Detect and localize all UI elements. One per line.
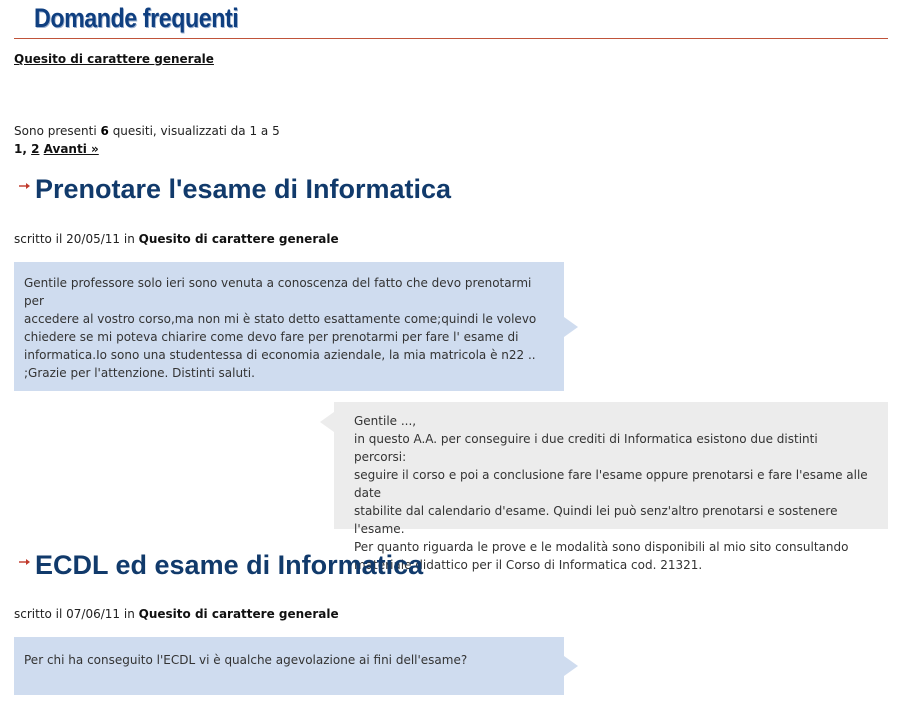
answer-line: in questo A.A. per conseguire i due crediti di Informatica esistono due distinti percorsi: xyxy=(354,432,818,464)
faq-meta xyxy=(14,232,339,246)
question-line: informatica.Io sono una studentessa di economia aziendale, la mia matricola è n22 .. xyxy=(24,348,536,362)
faq-title[interactable]: Prenotare l'esame di Informatica xyxy=(35,174,452,204)
answer-line: Gentile ..., xyxy=(354,414,417,428)
page-1-current: 1 xyxy=(14,142,23,156)
arrow-right-icon xyxy=(19,558,31,566)
count-value: 6 xyxy=(100,124,109,138)
pagination xyxy=(14,142,99,156)
faq-meta xyxy=(14,607,339,621)
answer-line: materiale didattico per il Corso di Informatica cod. 21321. xyxy=(354,558,703,572)
count-suffix: quesiti, visualizzati da 1 a 5 xyxy=(112,124,280,138)
answer-line: stabilite dal calendario d'esame. Quindi lei può senz'altro prenotarsi e sostenere l'esame. xyxy=(354,504,838,536)
question-line: Gentile professore solo ieri sono venuta a conoscenza del fatto che devo prenotarmi per xyxy=(24,276,532,308)
question-bubble xyxy=(14,637,564,695)
category-link[interactable]: Quesito di carattere generale xyxy=(14,52,214,66)
page-2-link[interactable]: 2 xyxy=(31,142,40,156)
count-prefix: Sono presenti xyxy=(14,124,97,138)
faq-date: scritto il 07/06/11 in xyxy=(14,607,135,621)
question-bubble xyxy=(14,262,564,391)
faq-title[interactable]: ECDL ed esame di Informatica xyxy=(35,550,424,580)
question-line: Per chi ha conseguito l'ECDL vi è qualche agevolazione ai fini dell'esame? xyxy=(24,653,468,667)
page-separator: , xyxy=(22,142,27,156)
page-header xyxy=(14,0,888,39)
page-title: Domande frequenti xyxy=(34,3,239,33)
next-page-link[interactable]: Avanti » xyxy=(43,142,99,156)
question-line: ;Grazie per l'attenzione. Distinti saluti. xyxy=(24,366,255,380)
faq-category: Quesito di carattere generale xyxy=(138,607,339,621)
faq-category: Quesito di carattere generale xyxy=(138,232,339,246)
answer-bubble xyxy=(334,402,888,572)
question-line: chiedere se mi poteva chiarire come devo fare per prenotarmi per fare l' esame di xyxy=(24,330,519,344)
faq-date: scritto il 20/05/11 in xyxy=(14,232,135,246)
answer-line: Per quanto riguarda le prove e le modalità sono disponibili al mio sito consultando xyxy=(354,540,849,554)
answer-line: seguire il corso e poi a conclusione fare l'esame oppure prenotarsi e fare l'esame alle date xyxy=(354,468,868,500)
results-count xyxy=(14,124,280,138)
arrow-right-icon xyxy=(19,182,31,190)
question-line: accedere al vostro corso,ma non mi è stato detto esattamente come;quindi le volevo xyxy=(24,312,537,326)
